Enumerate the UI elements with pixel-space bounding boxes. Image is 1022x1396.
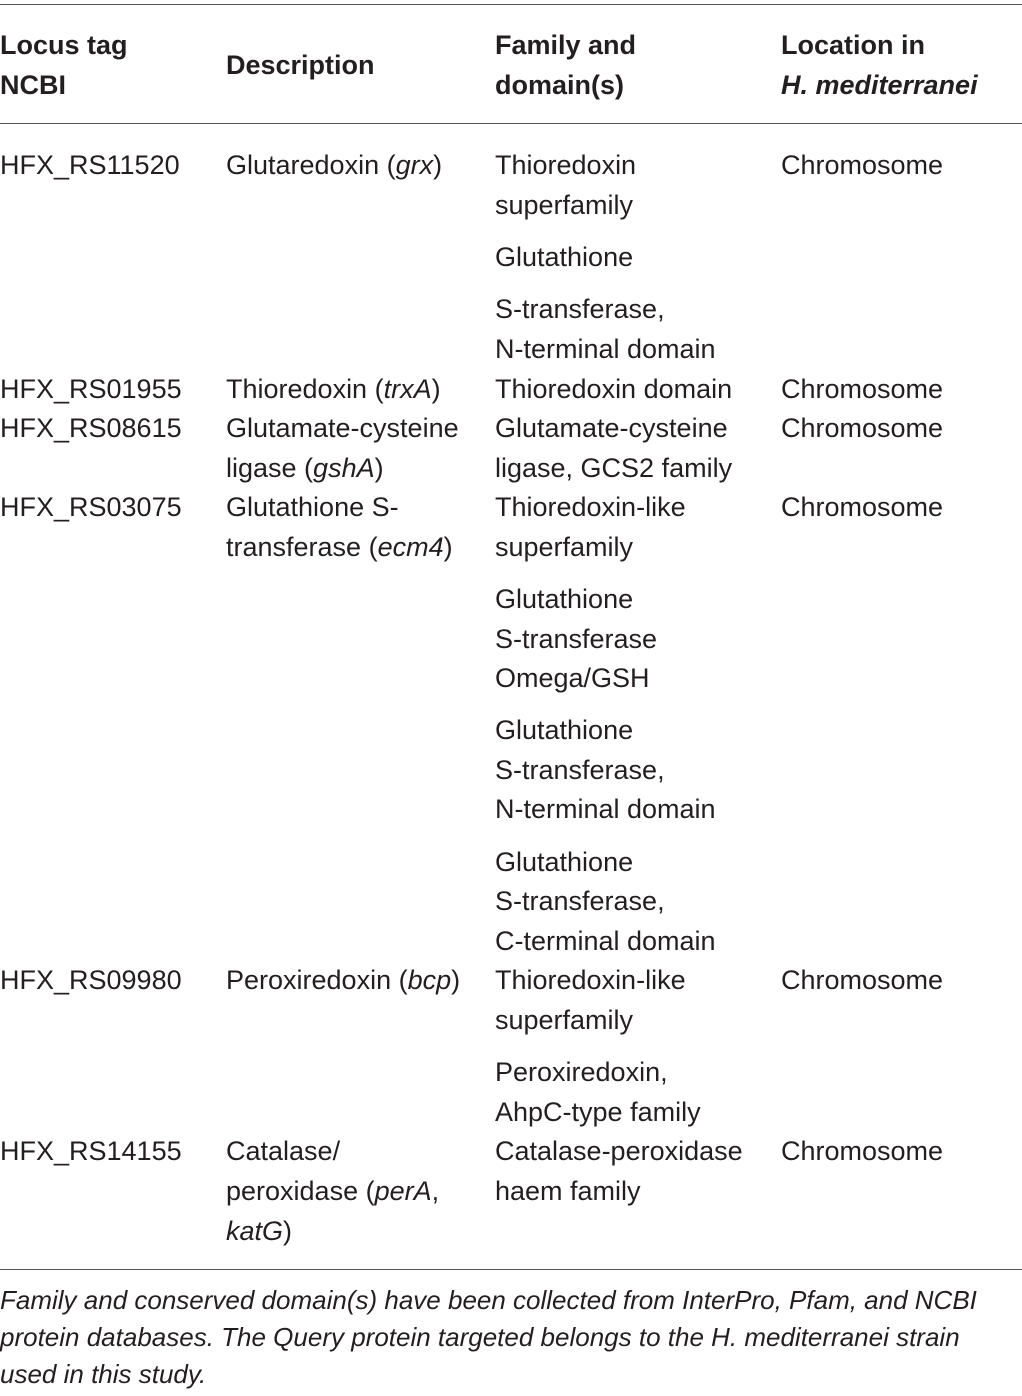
family-line: Glutamate-cysteine — [495, 413, 728, 443]
description-cell: Thioredoxin (trxA) — [226, 374, 441, 404]
locus-tag-cell: HFX_RS09980 — [0, 965, 182, 995]
header-location: Location in H. mediterranei — [781, 30, 978, 100]
description-cell: Glutamate-cysteine ligase (gshA) — [226, 413, 459, 483]
family-line: Glutathione — [495, 242, 634, 272]
description-cell: Glutathione S- transferase (ecm4) — [226, 492, 453, 562]
location-cell: Chromosome — [781, 1136, 944, 1166]
header-family-domains: Family and domain(s) — [495, 30, 637, 100]
table-header-rule — [0, 123, 1022, 124]
family-line: Thioredoxin-like — [495, 965, 686, 995]
family-line: ligase, GCS2 family — [495, 453, 733, 483]
location-cell: Chromosome — [781, 492, 944, 522]
family-line: Glutathione — [495, 584, 634, 614]
location-cell: Chromosome — [781, 150, 944, 180]
family-line: S-transferase — [495, 624, 658, 654]
family-line: Peroxiredoxin, — [495, 1057, 668, 1087]
table-footnote: Family and conserved domain(s) have been collected from InterPro, Pfam, and NCBI protein databases. The Query protein targeted belongs to the H. mediterranei strain used in this study. — [0, 1285, 977, 1389]
family-line: Thioredoxin domain — [495, 374, 733, 404]
family-line: Thioredoxin — [495, 150, 637, 180]
locus-tag-cell: HFX_RS14155 — [0, 1136, 182, 1166]
description-cell: Peroxiredoxin (bcp) — [226, 965, 461, 995]
locus-tag-cell: HFX_RS03075 — [0, 492, 182, 522]
description-cell: Catalase/ peroxidase (perA, katG) — [226, 1136, 440, 1246]
locus-tag-cell: HFX_RS01955 — [0, 374, 182, 404]
family-line: N-terminal domain — [495, 334, 716, 364]
family-line: S-transferase, — [495, 755, 665, 785]
family-line: haem family — [495, 1176, 641, 1206]
location-cell: Chromosome — [781, 374, 944, 404]
family-line: Catalase-peroxidase — [495, 1136, 743, 1166]
header-description: Description — [226, 50, 375, 80]
location-cell: Chromosome — [781, 413, 944, 443]
header-locus-line1: Locus tag — [0, 30, 128, 60]
location-cell: Chromosome — [781, 965, 944, 995]
family-line: AhpC-type family — [495, 1097, 701, 1127]
header-locus-line2: NCBI — [0, 70, 66, 100]
family-line: Thioredoxin-like — [495, 492, 686, 522]
family-line: N-terminal domain — [495, 794, 716, 824]
locus-tag-cell: HFX_RS08615 — [0, 413, 182, 443]
family-line: superfamily — [495, 1005, 634, 1035]
description-cell: Glutaredoxin (grx) — [226, 150, 443, 180]
table-top-rule — [0, 4, 1022, 5]
family-line: superfamily — [495, 532, 634, 562]
family-line: Glutathione — [495, 715, 634, 745]
table-bottom-rule — [0, 1269, 1022, 1270]
family-line: S-transferase, — [495, 294, 665, 324]
family-line: Omega/GSH — [495, 663, 650, 693]
family-line: C-terminal domain — [495, 926, 716, 956]
family-line: Glutathione — [495, 847, 634, 877]
family-line: S-transferase, — [495, 886, 665, 916]
header-locus-tag — [0, 25, 128, 105]
family-line: superfamily — [495, 190, 634, 220]
locus-tag-cell: HFX_RS11520 — [0, 150, 180, 180]
